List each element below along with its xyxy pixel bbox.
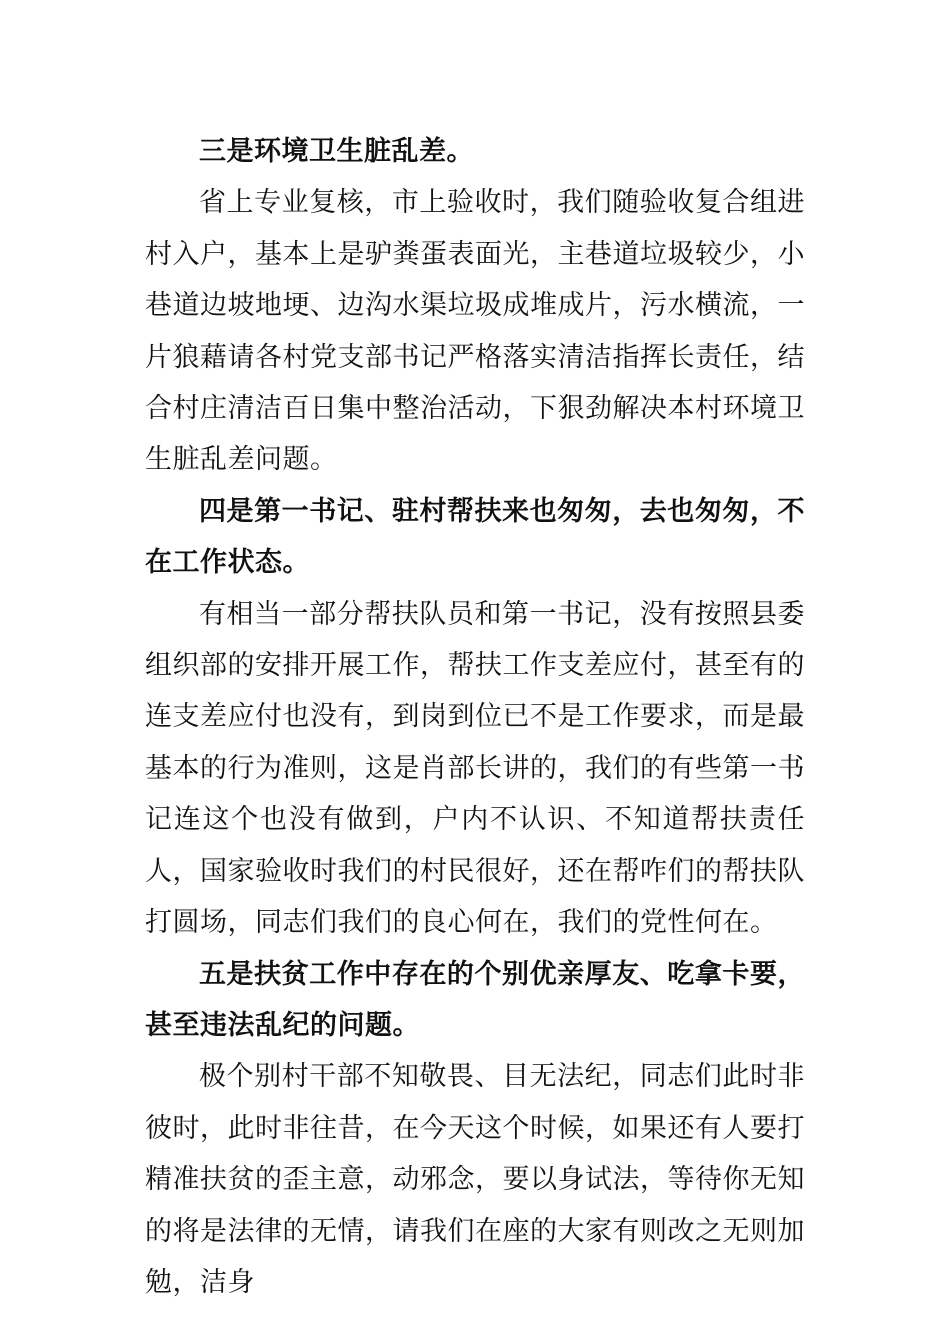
section-heading-4: 四是第一书记、驻村帮扶来也匆匆，去也匆匆，不在工作状态。 <box>145 495 805 579</box>
document-body <box>145 126 805 1308</box>
section-paragraph-4: 有相当一部分帮扶队员和第一书记，没有按照县委组织部的安排开展工作，帮扶工作支差应付，甚至有的连支差应付也没有，到岗到位已不是工作要求，而是最基本的行为准则，这是肖部长讲的，我们的有些第一书记连这个也没有做到，户内不认识、不知道帮扶责任人，国家验收时我们的村民很好，还在帮咋们的帮扶队打圆场，同志们我们的良心何在，我们的党性何在。 <box>145 598 805 939</box>
section-heading-5: 五是扶贫工作中存在的个别优亲厚友、吃拿卡要，甚至违法乱纪的问题。 <box>145 958 805 1041</box>
section-paragraph-5: 极个别村干部不知敬畏、目无法纪，同志们此时非彼时，此时非往昔，在今天这个时候，如果还有人要打精准扶贫的歪主意，动邪念，要以身试法，等待你无知的将是法律的无情，请我们在座的大家有则改之无则加勉，洁身 <box>145 1061 805 1298</box>
section-heading-3: 三是环境卫生脏乱差。 <box>199 136 474 167</box>
section-paragraph-3: 省上专业复核，市上验收时，我们随验收复合组进村入户，基本上是驴粪蛋表面光，主巷道垃圾较少，小巷道边坡地埂、边沟水渠垃圾成堆成片，污水横流，一片狼藉请各村党支部书记严格落实清洁指挥长责任，结合村庄清洁百日集中整治活动，下狠劲解决本村环境卫生脏乱差问题。 <box>145 187 805 476</box>
